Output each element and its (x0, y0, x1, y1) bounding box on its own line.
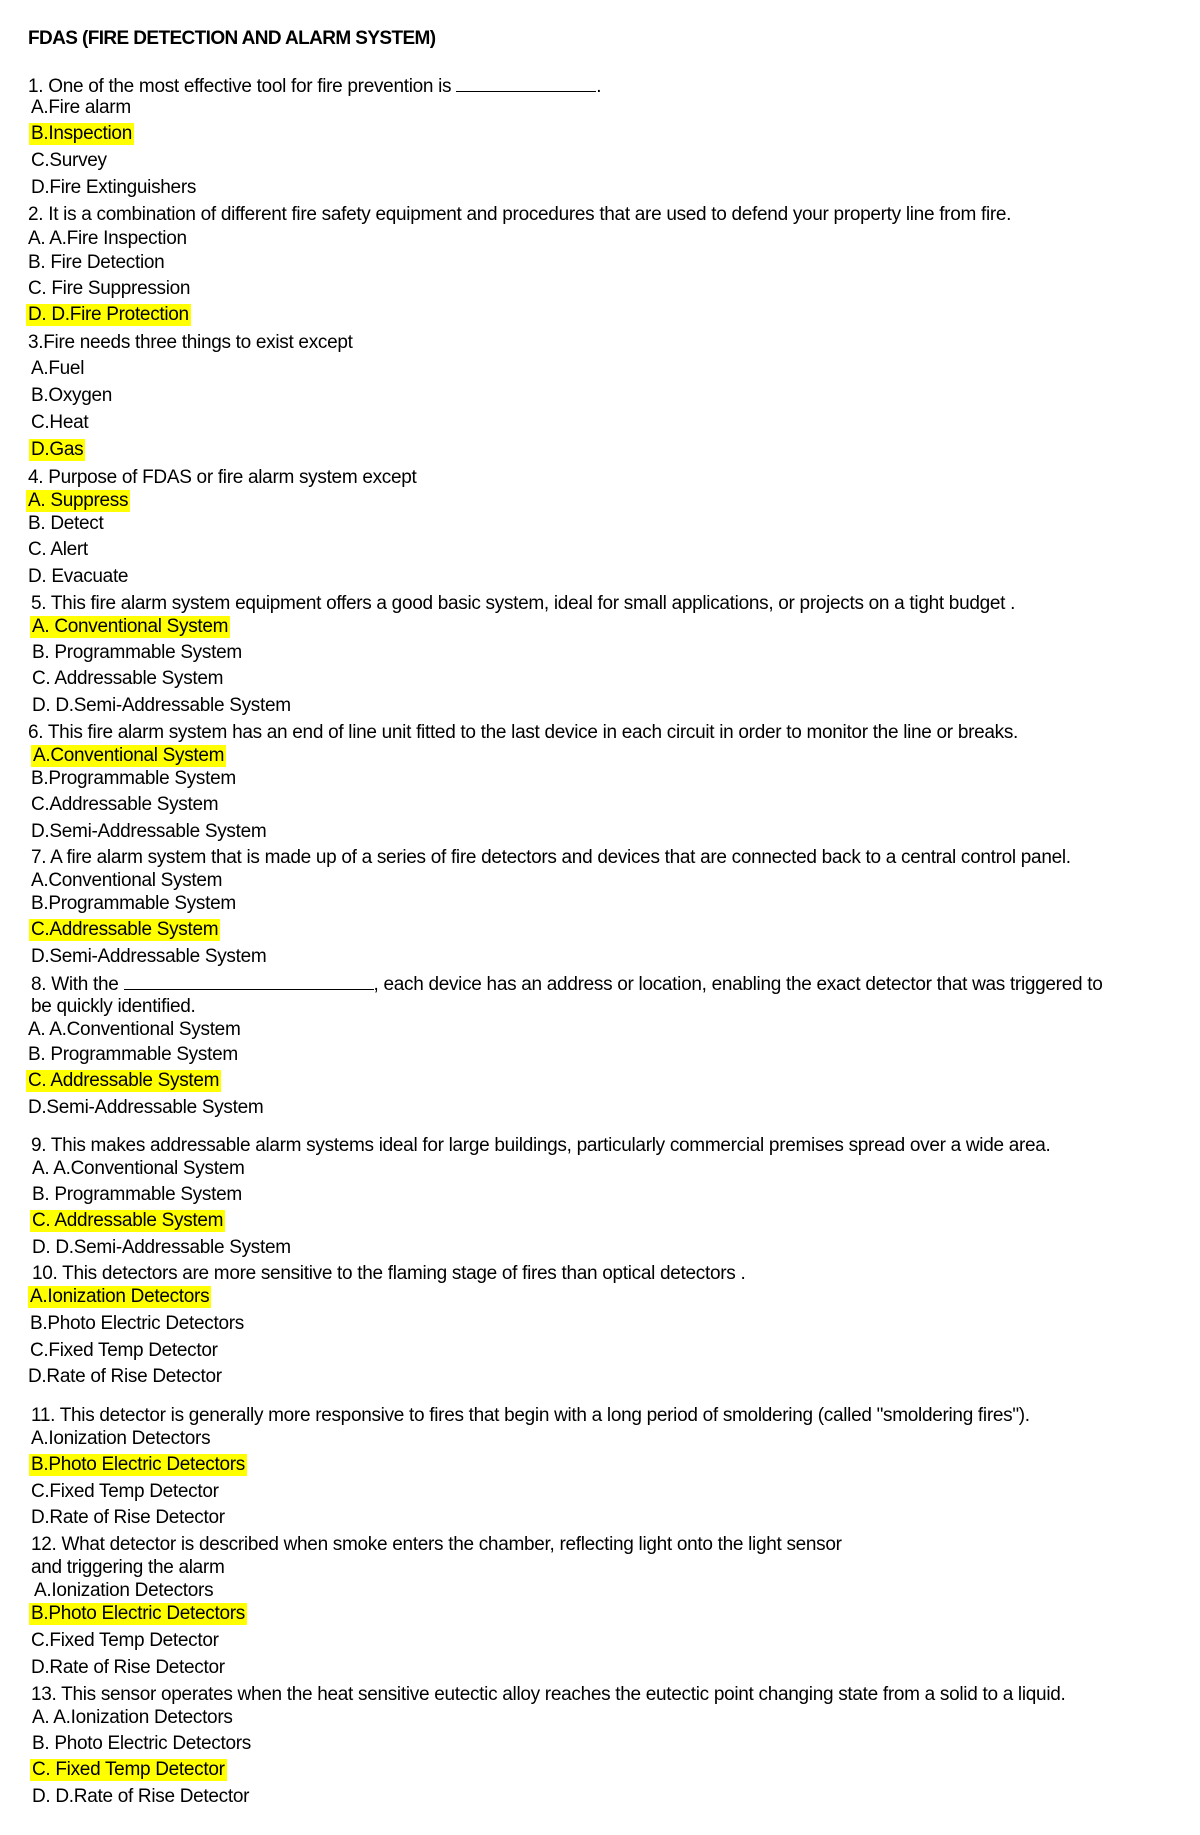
q1-option-b: B.Inspection (31, 123, 132, 144)
q12-option-d: D.Rate of Rise Detector (31, 1657, 225, 1678)
question-13-stem: 13. This sensor operates when the heat sensitive eutectic alloy reaches the eutectic point changing state from a solid to a liquid. (31, 1684, 1066, 1705)
question-5-stem: 5. This fire alarm system equipment offers a good basic system, ideal for small applications, or projects on a tight budget . (31, 593, 1016, 614)
q5-option-a: A. Conventional System (32, 616, 229, 637)
q2-option-a: A. A.Fire Inspection (28, 228, 187, 249)
q12-option-a: A.Ionization Detectors (34, 1580, 214, 1601)
q6-option-c: C.Addressable System (31, 794, 219, 815)
q12-option-c: C.Fixed Temp Detector (31, 1630, 219, 1651)
q10-option-c: C.Fixed Temp Detector (30, 1340, 218, 1361)
q11-option-d: D.Rate of Rise Detector (31, 1507, 225, 1528)
q11-option-c: C.Fixed Temp Detector (31, 1481, 219, 1502)
q3-option-c: C.Heat (31, 412, 89, 433)
question-2-stem: 2. It is a combination of different fire safety equipment and procedures that are used to defend your property line from fire. (28, 204, 1012, 225)
answer-blank (124, 973, 374, 990)
q10-option-a: A.Ionization Detectors (30, 1286, 210, 1307)
q4-option-c: C. Alert (28, 539, 88, 560)
q1-option-a: A.Fire alarm (31, 97, 131, 118)
q11-option-b: B.Photo Electric Detectors (31, 1454, 245, 1475)
q4-option-b: B. Detect (28, 513, 104, 534)
q10-option-b: B.Photo Electric Detectors (30, 1313, 244, 1334)
q13-option-c: C. Fixed Temp Detector (32, 1759, 225, 1780)
q9-option-a: A. A.Conventional System (32, 1158, 245, 1179)
q5-option-d: D. D.Semi-Addressable System (32, 695, 291, 716)
q9-option-c: C. Addressable System (32, 1210, 224, 1231)
q13-option-b: B. Photo Electric Detectors (32, 1733, 251, 1754)
q8-option-d: D.Semi-Addressable System (28, 1097, 264, 1118)
q7-option-b: B.Programmable System (31, 893, 236, 914)
q12-option-b: B.Photo Electric Detectors (31, 1603, 245, 1624)
question-9-stem: 9. This makes addressable alarm systems ideal for large buildings, particularly commercial premises spread over a wide area. (31, 1135, 1051, 1156)
q9-option-d: D. D.Semi-Addressable System (32, 1237, 291, 1258)
q13-option-a: A. A.Ionization Detectors (32, 1707, 233, 1728)
q1-option-c: C.Survey (31, 150, 107, 171)
q7-option-a: A.Conventional System (31, 870, 223, 891)
q13-option-d: D. D.Rate of Rise Detector (32, 1786, 250, 1807)
question-7-stem: 7. A fire alarm system that is made up of a series of fire detectors and devices that are connected back to a central control panel. (31, 847, 1071, 868)
q2-option-d: D. D.Fire Protection (28, 304, 189, 325)
document-title: FDAS (FIRE DETECTION AND ALARM SYSTEM) (28, 28, 436, 49)
question-12-stem-cont: and triggering the alarm (31, 1557, 225, 1578)
q1-option-d: D.Fire Extinguishers (31, 177, 197, 198)
question-8-stem-cont: be quickly identified. (31, 996, 196, 1017)
q8-option-b: B. Programmable System (28, 1044, 238, 1065)
question-3-stem: 3.Fire needs three things to exist except (28, 332, 353, 353)
q3-option-b: B.Oxygen (31, 385, 113, 406)
q7-option-d: D.Semi-Addressable System (31, 946, 267, 967)
q7-option-c: C.Addressable System (31, 919, 219, 940)
q3-option-a: A.Fuel (31, 358, 85, 379)
q6-option-d: D.Semi-Addressable System (31, 821, 267, 842)
q5-option-c: C. Addressable System (32, 668, 224, 689)
question-6-stem: 6. This fire alarm system has an end of line unit fitted to the last device in each circuit in order to monitor the line or breaks. (28, 722, 1019, 743)
q8-option-c: C. Addressable System (28, 1070, 220, 1091)
question-10-stem: 10. This detectors are more sensitive to the flaming stage of fires than optical detectors . (32, 1263, 746, 1284)
q4-option-a: A. Suppress (28, 490, 129, 511)
question-12-stem: 12. What detector is described when smoke enters the chamber, reflecting light onto the light sensor (31, 1534, 842, 1555)
q2-option-b: B. Fire Detection (28, 252, 165, 273)
q6-option-a: A.Conventional System (33, 745, 225, 766)
q11-option-a: A.Ionization Detectors (31, 1428, 211, 1449)
q4-option-d: D. Evacuate (28, 566, 129, 587)
q5-option-b: B. Programmable System (32, 642, 242, 663)
question-8-stem: 8. With the , each device has an address or location, enabling the exact detector that was triggered to (31, 974, 1103, 995)
q9-option-b: B. Programmable System (32, 1184, 242, 1205)
question-11-stem: 11. This detector is generally more responsive to fires that begin with a long period of smoldering (called "smoldering fires"). (31, 1405, 1030, 1426)
question-4-stem: 4. Purpose of FDAS or fire alarm system except (28, 467, 417, 488)
q3-option-d: D.Gas (31, 439, 84, 460)
q6-option-b: B.Programmable System (31, 768, 236, 789)
q2-option-c: C. Fire Suppression (28, 278, 191, 299)
answer-blank (456, 75, 596, 92)
q10-option-d: D.Rate of Rise Detector (28, 1366, 222, 1387)
question-1-stem: 1. One of the most effective tool for fire prevention is . (28, 76, 602, 97)
q8-option-a: A. A.Conventional System (28, 1019, 241, 1040)
